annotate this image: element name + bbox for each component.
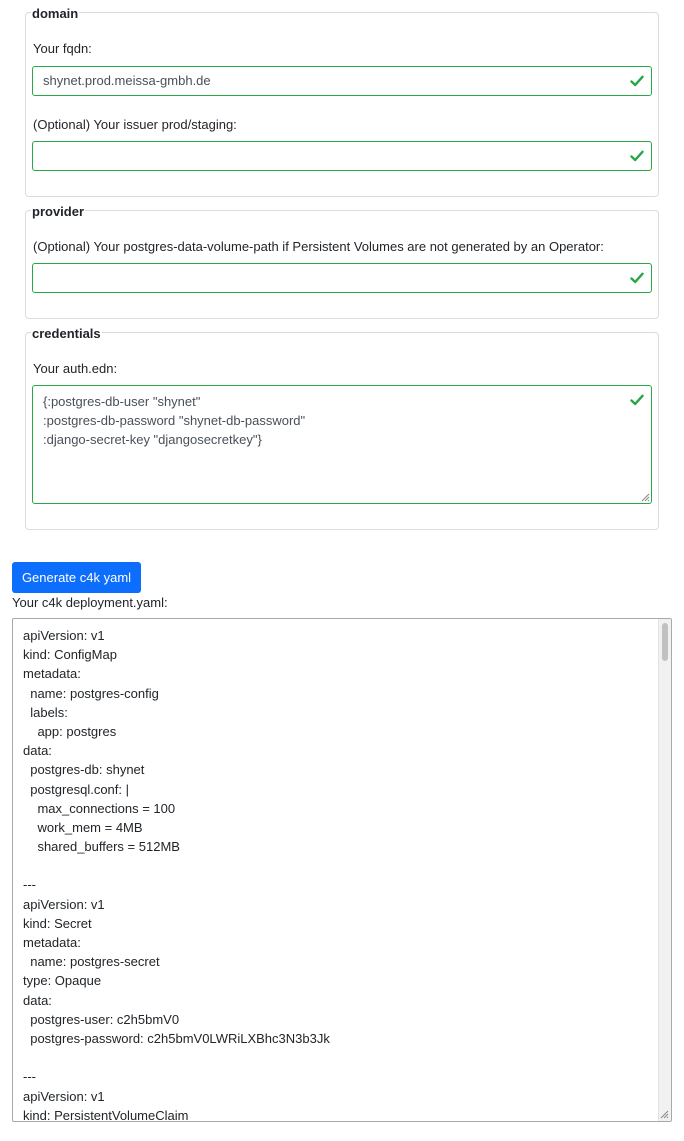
issuer-input[interactable] <box>32 141 652 171</box>
yaml-line: labels: <box>23 704 68 720</box>
yaml-line: shared_buffers = 512MB <box>23 839 180 855</box>
valid-check-icon <box>630 393 644 407</box>
yaml-line <box>23 1048 657 1067</box>
yaml-line: max_connections = 100 <box>23 800 176 816</box>
provider-fieldset <box>25 204 659 319</box>
yaml-line: postgresql.conf: | <box>23 781 129 797</box>
valid-check-icon <box>630 74 644 88</box>
yaml-line <box>23 856 657 875</box>
yaml-line: apiVersion: v1 <box>23 628 105 643</box>
yaml-line: --- <box>23 877 36 893</box>
generate-yaml-button[interactable]: Generate c4k yaml <box>12 562 141 593</box>
provider-legend: provider <box>32 204 85 219</box>
auth-edn-label: Your auth.edn: <box>33 361 118 376</box>
auth-edn-line: :postgres-db-password "shynet-db-password" <box>43 413 306 428</box>
yaml-line: kind: ConfigMap <box>23 647 117 663</box>
yaml-line: app: postgres <box>23 723 117 739</box>
yaml-line: name: postgres-secret <box>23 954 160 970</box>
resize-grip-icon[interactable] <box>640 492 650 502</box>
yaml-line: kind: PersistentVolumeClaim <box>23 1107 189 1122</box>
yaml-line: postgres-password: c2h5bmV0LWRiLXBhc3N3b3Jk <box>23 1030 330 1046</box>
yaml-line: name: postgres-config <box>23 685 159 701</box>
deployment-yaml-content <box>23 626 657 1122</box>
resize-grip-icon[interactable] <box>659 1109 669 1119</box>
yaml-line: type: Opaque <box>23 973 102 989</box>
yaml-line: kind: Secret <box>23 915 92 931</box>
scrollbar[interactable] <box>658 619 671 1121</box>
yaml-line: --- <box>23 1069 36 1085</box>
credentials-fieldset <box>25 326 659 530</box>
deployment-yaml-label: Your c4k deployment.yaml: <box>12 595 168 610</box>
auth-edn-line: {:postgres-db-user "shynet" <box>43 394 201 409</box>
credentials-legend: credentials <box>32 326 101 341</box>
yaml-line: apiVersion: v1 <box>23 896 105 912</box>
auth-edn-line: :django-secret-key "djangosecretkey"} <box>43 432 262 447</box>
yaml-line: postgres-db: shynet <box>23 762 145 778</box>
valid-check-icon <box>630 149 644 163</box>
domain-legend: domain <box>32 6 79 21</box>
deployment-yaml-textarea[interactable] <box>12 618 672 1122</box>
auth-edn-textarea[interactable] <box>32 385 652 504</box>
volume-path-label: (Optional) Your postgres-data-volume-path if Persistent Volumes are not generated by an Operator: <box>33 239 604 254</box>
issuer-label: (Optional) Your issuer prod/staging: <box>33 117 237 132</box>
scrollbar-thumb[interactable] <box>662 623 668 661</box>
valid-check-icon <box>630 271 644 285</box>
fqdn-input[interactable] <box>32 66 652 96</box>
yaml-line: work_mem = 4MB <box>23 819 143 835</box>
yaml-line: metadata: <box>23 666 81 682</box>
yaml-line: postgres-user: c2h5bmV0 <box>23 1011 180 1027</box>
yaml-line: apiVersion: v1 <box>23 1088 105 1104</box>
yaml-line: metadata: <box>23 935 81 950</box>
fqdn-label: Your fqdn: <box>33 41 92 56</box>
fqdn-input-value: shynet.prod.meissa-gmbh.de <box>43 73 211 88</box>
yaml-line: data: <box>23 992 52 1008</box>
domain-fieldset <box>25 6 659 197</box>
yaml-line: data: <box>23 743 52 759</box>
volume-path-input[interactable] <box>32 263 652 293</box>
